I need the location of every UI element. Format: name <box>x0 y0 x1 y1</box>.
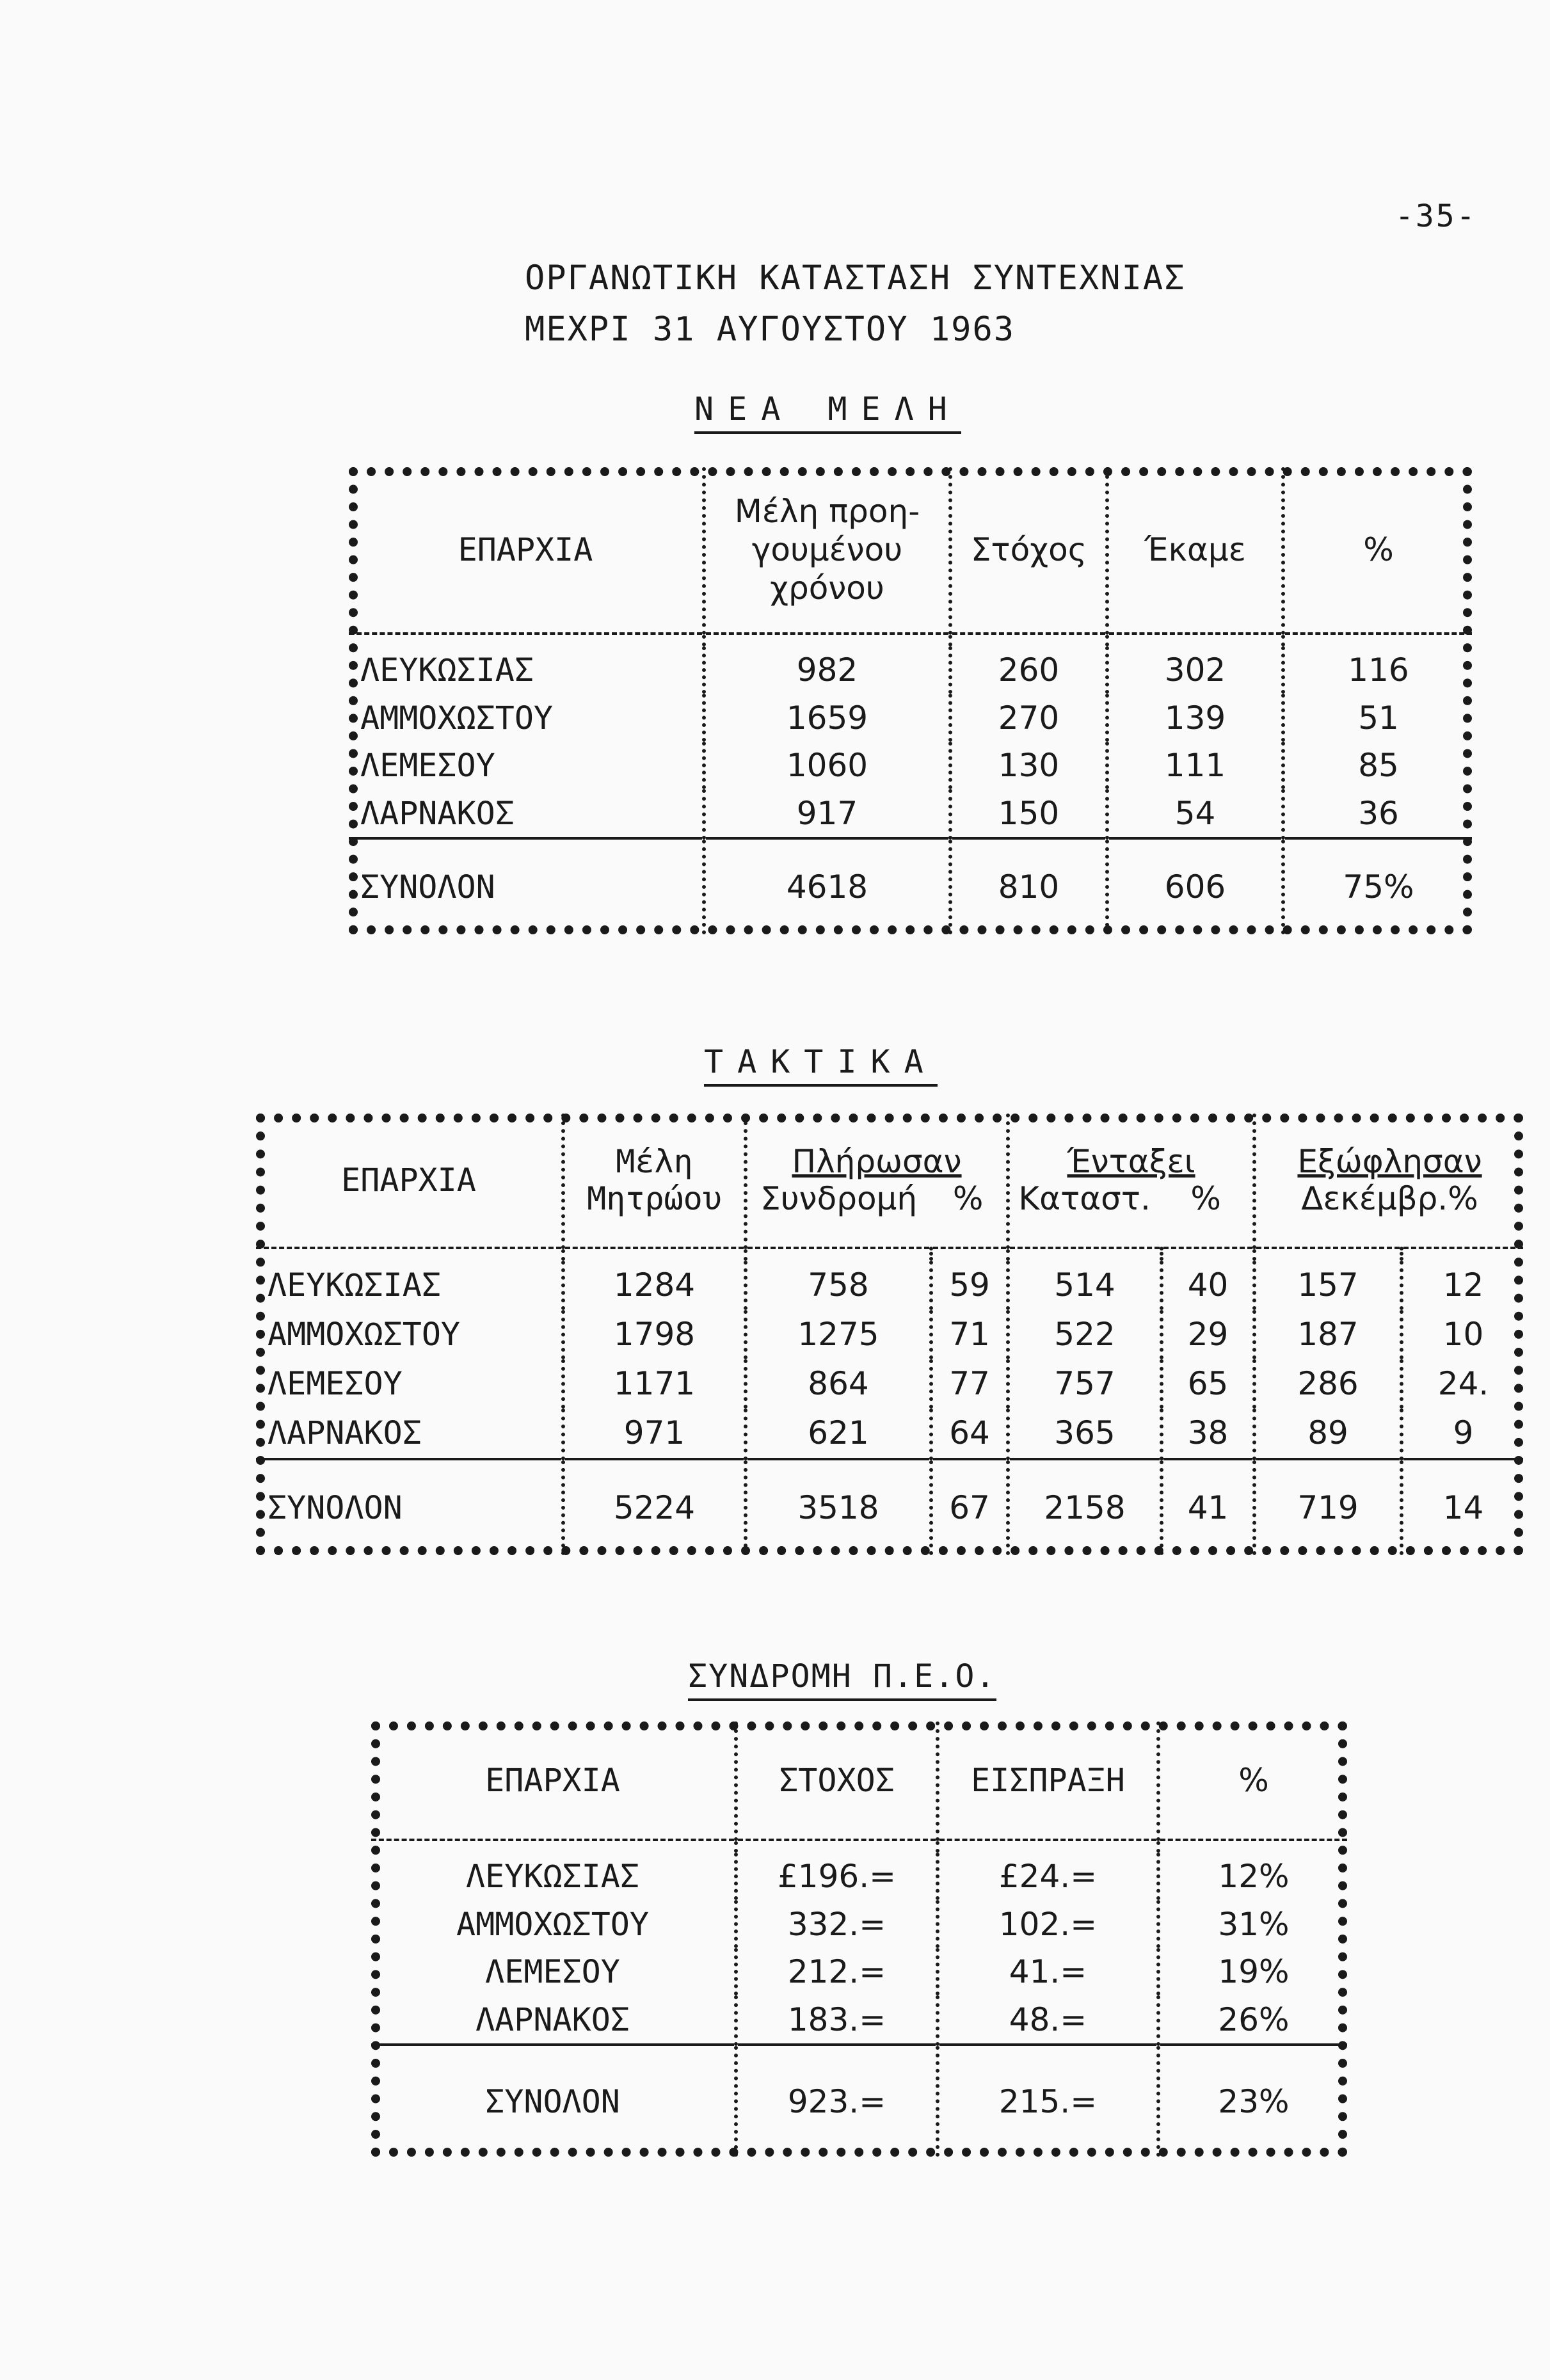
section-title-taktika: ΤΑΚΤΙΚΑ <box>704 1043 938 1087</box>
title-line-1: ΟΡΓΑΝΩΤΙΚΗ ΚΑΤΑΣΤΑΣΗ ΣΥΝΤΕΧΝΙΑΣ <box>525 259 1186 298</box>
header-eispraxi: ΕΙΣΠΡΑΞΗ <box>938 1721 1158 1840</box>
table-row: ΛΕΥΚΩΣΙΑΣ 1284 758 59 514 40 157 12 <box>256 1261 1523 1310</box>
document-title <box>525 253 1186 355</box>
table-row: ΛΕΥΚΩΣΙΑΣ 982 260 302 116 <box>349 646 1472 694</box>
header-exoflisan: Εξώφλησαν Δεκέμβρ.% <box>1254 1114 1523 1248</box>
header-percent: % <box>1283 467 1472 634</box>
header-plirosan: Πλήρωσαν Συνδρομή % <box>746 1114 1008 1248</box>
section-title-nea-meli: ΝΕΑ ΜΕΛΗ <box>694 390 961 434</box>
header-eparchia: ΕΠΑΡΧΙΑ <box>256 1114 563 1248</box>
header-entaxei: Ένταξει Καταστ. % <box>1008 1114 1254 1248</box>
header-eparchia: ΕΠΑΡΧΙΑ <box>371 1721 736 1840</box>
table-row: ΛΕΜΕΣΟΥ 1171 864 77 757 65 286 24. <box>256 1359 1523 1409</box>
header-ekame: Έκαμε <box>1107 467 1283 634</box>
table-row: ΑΜΜΟΧΩΣΤΟΥ 1798 1275 71 522 29 187 10 <box>256 1310 1523 1359</box>
table-row: ΑΜΜΟΧΩΣΤΟΥ 332.= 102.= 31% <box>371 1900 1347 1947</box>
section-title-syndromi-peo: ΣΥΝΔΡΟΜΗ Π.Ε.Ο. <box>688 1657 996 1701</box>
table-syndromi-peo <box>371 1721 1347 2157</box>
header-meli-proigoumenou: Μέλη προη- γουμένου χρόνου <box>704 467 950 634</box>
table-nea-meli <box>349 467 1472 934</box>
header-meli-mitroou: Μέλη Μητρώου <box>563 1114 746 1248</box>
table-row: ΛΑΡΝΑΚΟΣ 183.= 48.= 26% <box>371 1995 1347 2045</box>
title-line-2: ΜΕΧΡΙ 31 ΑΥΓΟΥΣΤΟΥ 1963 <box>525 310 1016 349</box>
header-percent: % <box>1158 1721 1347 1840</box>
header-stochos: ΣΤΟΧΟΣ <box>736 1721 938 1840</box>
page-number: -35- <box>1395 198 1477 234</box>
total-row: ΣΥΝΟΛΟΝ 923.= 215.= 23% <box>371 2045 1347 2157</box>
table-row: ΛΑΡΝΑΚΟΣ 971 621 64 365 38 89 9 <box>256 1409 1523 1459</box>
total-row: ΣΥΝΟΛΟΝ 5224 3518 67 2158 41 719 14 <box>256 1459 1523 1555</box>
table-row: ΛΕΜΕΣΟΥ 1060 130 111 85 <box>349 742 1472 789</box>
table-row: ΑΜΜΟΧΩΣΤΟΥ 1659 270 139 51 <box>349 694 1472 741</box>
table-row: ΛΕΜΕΣΟΥ 212.= 41.= 19% <box>371 1948 1347 1995</box>
header-eparchia: ΕΠΑΡΧΙΑ <box>349 467 704 634</box>
table-row: ΛΑΡΝΑΚΟΣ 917 150 54 36 <box>349 789 1472 838</box>
header-stochos: Στόχος <box>950 467 1107 634</box>
table-row: ΛΕΥΚΩΣΙΑΣ £196.= £24.= 12% <box>371 1853 1347 1900</box>
table-taktika <box>256 1114 1523 1555</box>
total-row: ΣΥΝΟΛΟΝ 4618 810 606 75% <box>349 838 1472 934</box>
